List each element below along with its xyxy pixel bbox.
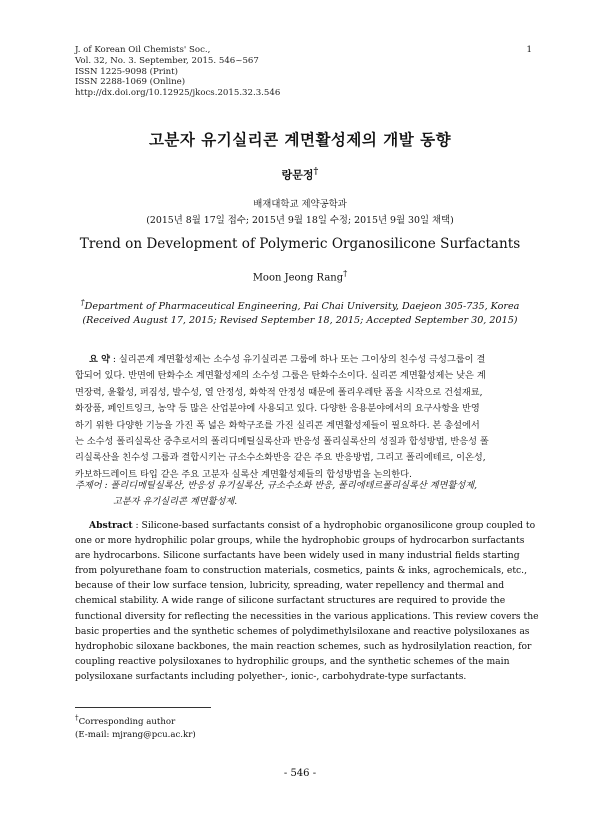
abstract-line: one or more hydrophilic polar groups, while the hydrophobic groups of hydrocarbon surfactants — [75, 535, 525, 547]
affiliation-text: Department of Pharmaceutical Engineering, Pai Chai University, Daejeon 305-735, Korea — [84, 301, 520, 313]
abstract-line: chemical stability. A wide range of silicone surfactant structures are required to provide the — [75, 595, 506, 607]
journal-line: Vol. 32, No. 3. September, 2015. 546~567 — [75, 55, 259, 66]
abstract-line: functional diversity for reflecting the necessities in the various applications. This review covers the — [75, 610, 539, 622]
affiliation-mark: † — [80, 298, 85, 307]
english-dates: (Received August 17, 2015; Revised September 18, 2015; Accepted September 30, 2015) — [82, 315, 518, 326]
abstract-line: hydrophobic siloxane backbones, the main reaction schemes, such as hydrosilylation reaction, for — [75, 640, 532, 652]
journal-line: ISSN 1225-9098 (Print) — [75, 66, 178, 77]
abstract-line: coupling reactive polysiloxanes to hydrophilic groups, and the synthetic schemes of the main — [75, 655, 510, 667]
abstract-label: 요 약 — [89, 354, 110, 365]
corresponding-mark: † — [343, 268, 348, 278]
korean-affiliation: 배재대학교 제약공학과 — [253, 199, 347, 210]
korean-dates: (2015년 8월 17일 접수; 2015년 9월 18일 수정; 2015년 9월 30일 채택) — [146, 215, 454, 226]
page-number-top: 1 — [526, 45, 532, 55]
footnote-divider — [75, 707, 211, 708]
korean-author-name: 랑문정 — [281, 168, 314, 182]
abstract-line: 합되어 있다. 반면에 탄화수소 계면활성제의 소수성 그룹은 탄화수소이다. 실리콘 계면활성제는 낮은 계 — [75, 370, 486, 382]
journal-line: ISSN 2288-1069 (Online) — [75, 77, 186, 88]
abstract-line: are hydrocarbons. Silicone surfactants have been widely used in many industrial fields starting — [75, 550, 520, 562]
abstract-line: 카보하드레이트 타입 같은 주요 고분자 실록산 계면활성제들의 합성방법을 논의한다. — [75, 468, 412, 480]
corresponding-mark: † — [313, 166, 319, 177]
abstract-line: polysiloxane surfactants including polyether-, ionic-, carbohydrate-type surfactants. — [75, 670, 467, 682]
abstract-line: 화장품, 페인트잉크, 농약 등 많은 산업분야에 사용되고 있다. 다양한 응용분야에서의 요구사항을 반영 — [75, 403, 480, 415]
keywords-line: 주제어 : 폴리디메틸실록산, 반응성 유기실록산, 규소수소화 반응, 폴리에테르폴리실록산 계면활성제, — [75, 480, 478, 491]
abstract-label: Abstract — [89, 520, 133, 531]
korean-abstract — [75, 352, 529, 483]
english-affiliation — [0, 298, 600, 312]
footnote-line: †Corresponding author — [75, 713, 176, 727]
english-title: Trend on Development of Polymeric Organosilicone Surfactants — [79, 236, 521, 252]
doi-link[interactable]: http://dx.doi.org/10.12925/jkocs.2015.32.3.546 — [75, 88, 281, 99]
abstract-line: because of their low surface tension, lubricity, spreading, water repellency and thermal and — [75, 580, 505, 592]
abstract-line: 요 약 : 실리콘계 계면활성제는 소수성 유기실리콘 그룹에 하나 또는 그이상의 친수성 극성그룹이 결 — [89, 354, 486, 365]
abstract-line: 리실록산을 친수성 그룹과 결합시키는 규소수소화반응 같은 주요 반응방법, 그리고 폴리에테르, 이온성, — [75, 452, 486, 464]
korean-author — [0, 166, 600, 183]
page-number-bottom: - 546 - — [283, 768, 317, 779]
footnote — [75, 711, 196, 743]
abstract-line: 는 소수성 폴리실록산 중추로서의 폴리디메틸실록산과 반응성 폴리실록산의 성질과 합성방법, 반응성 폴 — [75, 436, 489, 448]
footnote-email: (E-mail: mjrang@pcu.ac.kr) — [75, 730, 196, 741]
korean-title: 고분자 유기실리콘 계면활성제의 개발 동향 — [148, 130, 452, 149]
abstract-line: 면장력, 윤활성, 퍼짐성, 발수성, 열 안정성, 화학적 안정성 때문에 폴리우레탄 폼을 시작으로 건설재료, — [75, 386, 483, 398]
abstract-line: Abstract : Silicone-based surfactants consist of a hydrophobic organosilicone group coupled to — [89, 520, 536, 531]
journal-line: J. of Korean Oil Chemists' Soc., — [75, 45, 211, 55]
abstract-line: 하기 위한 다양한 기능을 가진 폭 넓은 화학구조를 가진 실리콘 계면활성제들이 필요하다. 본 총설에서 — [75, 419, 480, 431]
abstract-line: from polyurethane foam to construction materials, cosmetics, paints & inks, agrochemicals, etc., — [75, 565, 528, 577]
footnote-mark: † — [75, 713, 79, 722]
keywords-line: 고분자 유기실리콘 계면활성제. — [113, 496, 238, 508]
korean-keywords — [75, 478, 529, 510]
english-author-name: Moon Jeong Rang — [252, 272, 344, 284]
english-abstract — [75, 518, 539, 684]
journal-info — [75, 45, 280, 99]
abstract-line: basic properties and the synthetic schemes of polydimethylsiloxane and reactive polysiloxanes as — [75, 625, 530, 637]
english-author — [0, 268, 600, 283]
